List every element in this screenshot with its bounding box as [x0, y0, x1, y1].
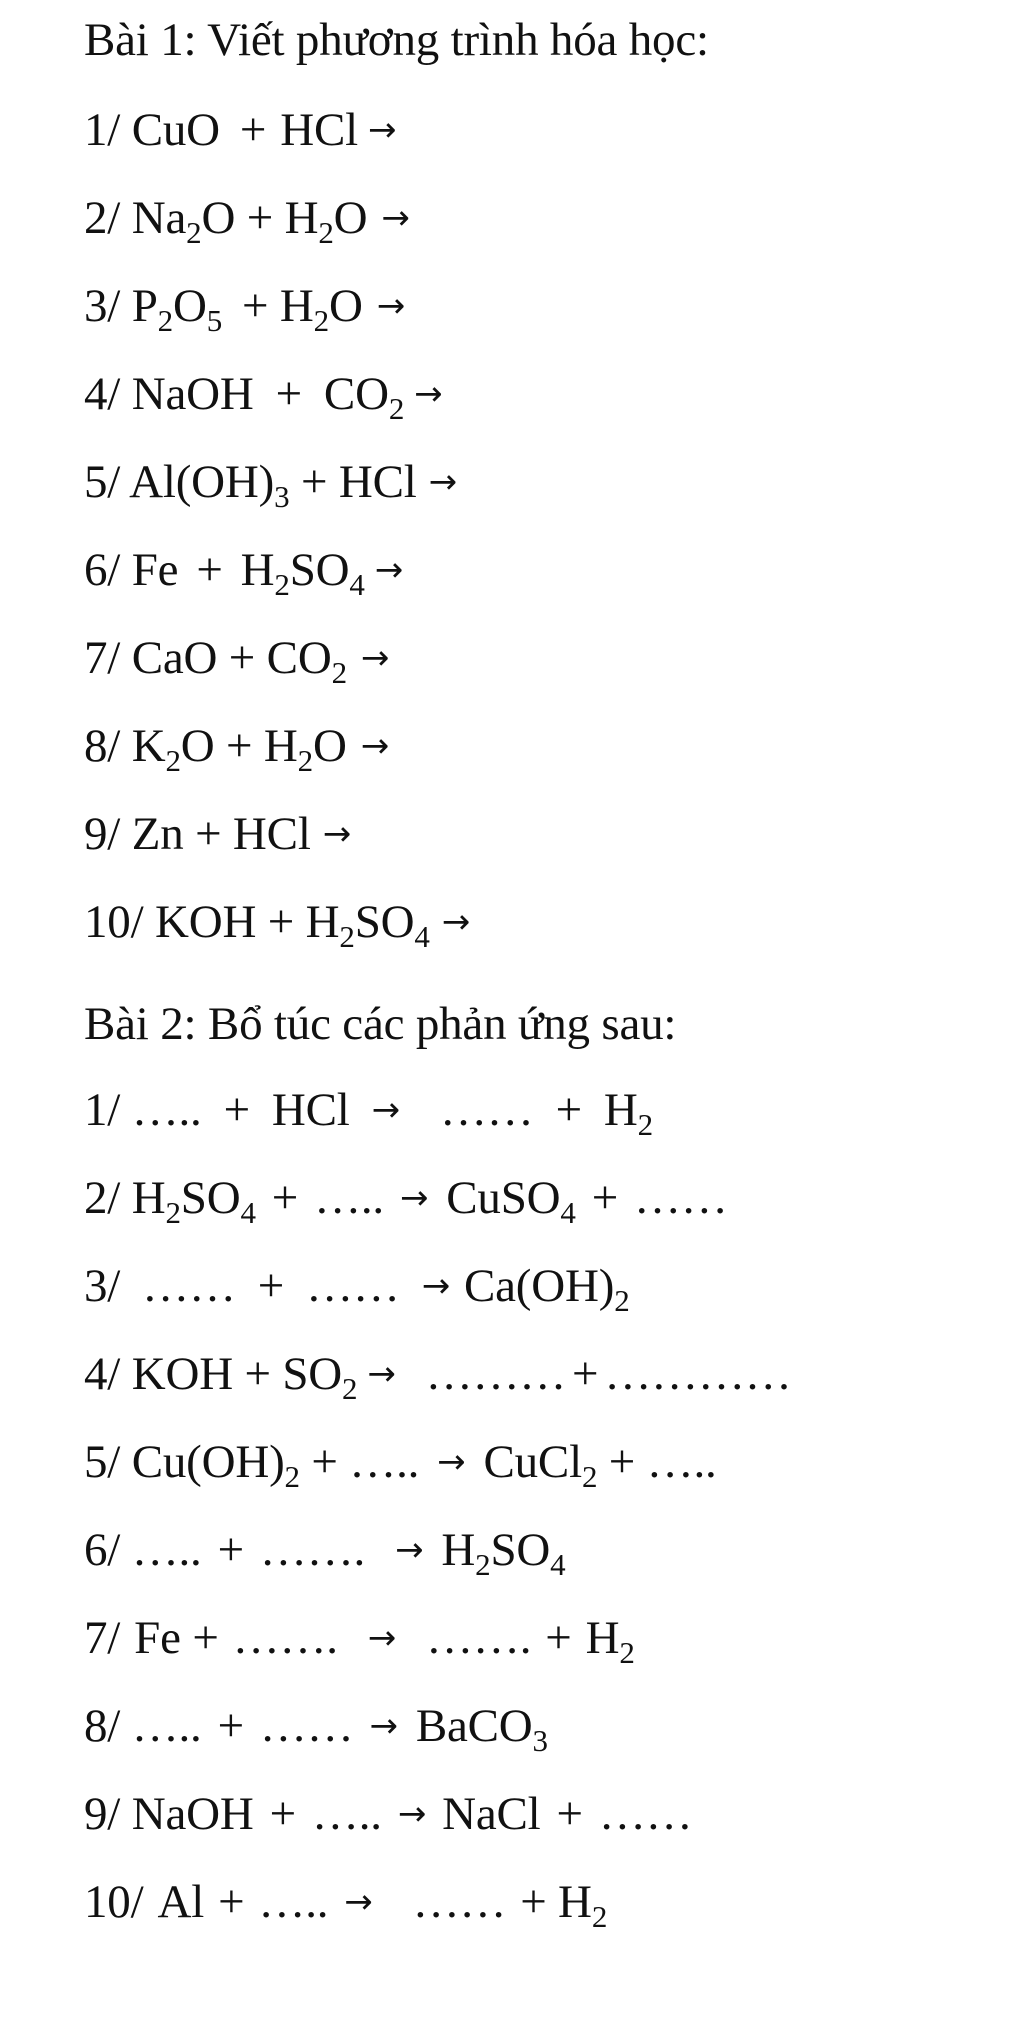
equation-text: 6/ Fe	[84, 544, 179, 596]
equation-text: Ca(OH)	[464, 1260, 615, 1312]
equation-text: +	[196, 544, 223, 596]
subscript: 2	[637, 1106, 653, 1142]
equation-text: 5/ Al(OH)	[84, 456, 275, 508]
equation-text: ……	[634, 1172, 728, 1224]
equation-text: 7/	[84, 1612, 121, 1664]
equation-text: HCl	[280, 104, 358, 156]
reaction-arrow-icon: →	[367, 110, 397, 150]
subscript: 2	[318, 214, 334, 250]
reaction-arrow-icon: →	[441, 902, 470, 942]
reaction-arrow-icon: →	[414, 374, 443, 414]
equation-text: O	[172, 280, 207, 332]
equation-text: 8/ …..	[84, 1700, 202, 1752]
equation-text: CO	[323, 368, 389, 420]
bai2-equation-9	[84, 1786, 692, 1846]
equation-text: 9/ NaOH	[84, 1788, 254, 1840]
subscript: 2	[475, 1546, 491, 1582]
subscript: 2	[619, 1634, 635, 1670]
equation-text: 1/ CuO	[84, 104, 220, 156]
subscript: 2	[339, 918, 355, 954]
equation-text: SO	[354, 896, 415, 948]
bai1-equation-8	[84, 718, 389, 778]
bai2-equation-6	[84, 1522, 565, 1582]
equation-text: ……	[259, 1700, 354, 1752]
reaction-arrow-icon: →	[428, 462, 457, 502]
equation-text: H	[441, 1524, 476, 1576]
bai1-equation-9	[84, 806, 351, 866]
reaction-arrow-icon: →	[376, 286, 405, 326]
equation-text: H	[603, 1084, 638, 1136]
equation-text: 2/ H	[84, 1172, 166, 1224]
subscript: 4	[349, 566, 365, 602]
equation-text: 10/ KOH + H	[84, 896, 340, 948]
subscript: 4	[560, 1194, 576, 1230]
bai1-equation-6	[84, 542, 403, 602]
subscript: 2	[331, 654, 347, 690]
subscript: 2	[388, 390, 405, 426]
subscript: 5	[206, 302, 223, 338]
equation-text: + HCl	[289, 456, 417, 508]
reaction-arrow-icon: →	[421, 1266, 450, 1306]
equation-text: 4/ NaOH	[84, 368, 254, 420]
equation-text: H	[240, 544, 275, 596]
equation-text: BaCO	[415, 1700, 533, 1752]
subscript: 2	[284, 1458, 300, 1494]
subscript: 2	[313, 302, 329, 338]
equation-text: + …..	[597, 1436, 717, 1488]
equation-text: Fe +	[134, 1612, 219, 1664]
bai1-equation-7	[84, 630, 389, 690]
equation-text: +	[223, 1084, 250, 1136]
bai2-equation-1	[84, 1082, 653, 1142]
equation-text: 2/ Na	[84, 192, 187, 244]
bai1-equation-2	[84, 190, 410, 250]
reaction-arrow-icon: →	[399, 1178, 429, 1218]
equation-text: + H	[520, 1876, 592, 1928]
equation-text: …….	[232, 1612, 338, 1664]
reaction-arrow-icon: →	[374, 550, 403, 590]
equation-text: 8/ K	[84, 720, 166, 772]
equation-text: O	[328, 280, 363, 332]
equation-text: + H	[242, 280, 314, 332]
equation-text: ……	[598, 1788, 693, 1840]
equation-text: 4/ KOH + SO	[84, 1348, 343, 1400]
equation-text: +	[257, 1260, 285, 1312]
subscript: 2	[297, 742, 313, 778]
equation-text: O	[333, 192, 368, 244]
equation-text: + …..	[299, 1436, 420, 1488]
reaction-arrow-icon: →	[360, 638, 390, 678]
equation-text: CuCl	[483, 1436, 582, 1488]
bai2-equation-4	[84, 1346, 792, 1406]
equation-text: +	[239, 104, 267, 156]
equation-text: …..	[314, 1172, 384, 1224]
subscript: 2	[581, 1458, 598, 1494]
subscript: 4	[240, 1194, 256, 1230]
reaction-arrow-icon: →	[344, 1882, 373, 1922]
equation-text: ……	[412, 1876, 507, 1928]
equation-text: +	[591, 1172, 619, 1224]
subscript: 2	[157, 302, 173, 338]
equation-text: +	[217, 1524, 244, 1576]
subscript: 3	[274, 478, 290, 514]
subscript: 4	[414, 918, 430, 954]
reaction-arrow-icon: →	[397, 1794, 427, 1834]
equation-text: 6/ …..	[84, 1524, 202, 1576]
equation-text: HCl	[271, 1084, 350, 1136]
bai1-equation-1	[84, 102, 396, 162]
equation-text: H	[585, 1612, 620, 1664]
subscript: 2	[186, 214, 202, 250]
bai2-equation-8	[84, 1698, 548, 1758]
subscript: 3	[532, 1722, 548, 1758]
bai2-equation-3	[84, 1258, 630, 1318]
equation-text: ……	[142, 1260, 236, 1312]
reaction-arrow-icon: →	[322, 814, 351, 854]
subscript: 2	[165, 742, 181, 778]
reaction-arrow-icon: →	[367, 1618, 397, 1658]
equation-text: SO	[180, 1172, 241, 1224]
bai1-equation-3	[84, 278, 405, 338]
equation-text: SO	[490, 1524, 551, 1576]
bai1-equation-5	[84, 454, 457, 514]
equation-text: +	[269, 1788, 296, 1840]
reaction-arrow-icon: →	[371, 1090, 400, 1130]
reaction-arrow-icon: →	[395, 1530, 424, 1570]
bai2-equation-5	[84, 1434, 717, 1494]
equation-text: 9/ Zn + HCl	[84, 808, 311, 860]
equation-text: +	[555, 1084, 582, 1136]
equation-text: …….	[426, 1612, 532, 1664]
subscript: 4	[550, 1546, 566, 1582]
equation-text: …….	[259, 1524, 366, 1576]
bai2-equation-10	[84, 1874, 607, 1934]
equation-text: +	[572, 1348, 599, 1400]
equation-text: ……	[306, 1260, 400, 1312]
bai1-equation-10	[84, 894, 470, 954]
equation-text: …..	[258, 1876, 329, 1928]
bai2-equation-7	[84, 1610, 635, 1670]
subscript: 2	[274, 566, 290, 602]
equation-text: CuSO	[446, 1172, 561, 1224]
subscript: 2	[342, 1370, 358, 1406]
equation-text: 3/	[84, 1260, 121, 1312]
bai2-equation-2	[84, 1170, 728, 1230]
equation-text: 3/ P	[84, 280, 158, 332]
equation-text: +	[275, 368, 302, 420]
equation-text: +	[218, 1876, 245, 1928]
equation-text: +	[271, 1172, 299, 1224]
equation-text: +	[556, 1788, 583, 1840]
equation-text: O + H	[201, 192, 319, 244]
equation-text: O + H	[180, 720, 298, 772]
equation-text: ……	[439, 1084, 534, 1136]
equation-text: +	[217, 1700, 244, 1752]
bai1-title: Bài 1: Viết phương trình hóa học:	[84, 14, 709, 66]
reaction-arrow-icon: →	[367, 1354, 396, 1394]
bai1-equation-4	[84, 366, 442, 426]
equation-text: SO	[289, 544, 350, 596]
equation-text: …………	[604, 1348, 792, 1400]
subscript: 2	[614, 1282, 630, 1318]
equation-text: Al	[157, 1876, 205, 1928]
equation-text: 1/ …..	[84, 1084, 202, 1136]
reaction-arrow-icon: →	[437, 1442, 466, 1482]
equation-text: O	[312, 720, 347, 772]
equation-text: 10/	[84, 1876, 144, 1928]
equation-text: 7/ CaO + CO	[84, 632, 332, 684]
subscript: 2	[591, 1898, 608, 1934]
equation-text: +	[545, 1612, 572, 1664]
reaction-arrow-icon: →	[381, 198, 410, 238]
equation-text: ………	[425, 1348, 567, 1400]
equation-text: 5/ Cu(OH)	[84, 1436, 285, 1488]
equation-text: NaCl	[442, 1788, 541, 1840]
reaction-arrow-icon: →	[360, 726, 390, 766]
subscript: 2	[165, 1194, 181, 1230]
equation-text: …..	[311, 1788, 382, 1840]
bai2-title: Bài 2: Bổ túc các phản ứng sau:	[84, 998, 677, 1050]
reaction-arrow-icon: →	[369, 1706, 398, 1746]
